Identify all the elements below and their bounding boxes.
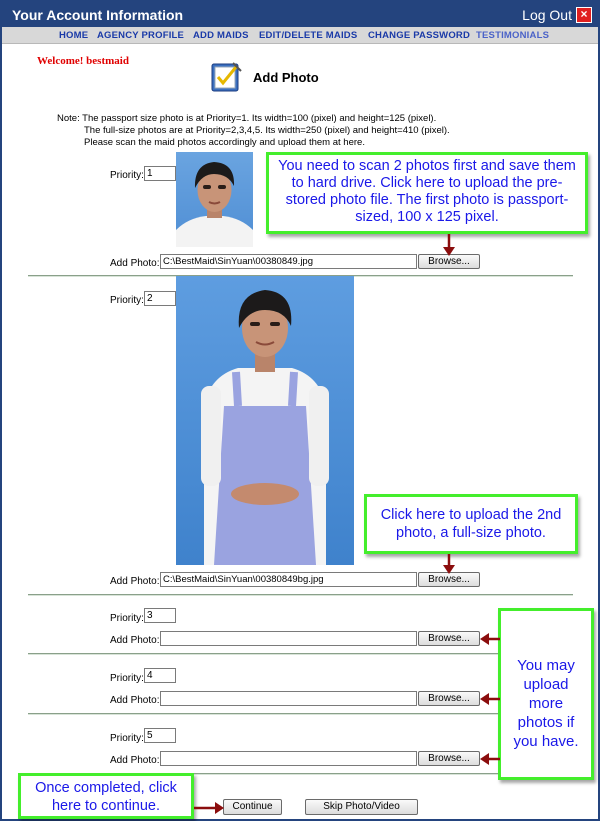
nav-bar — [2, 27, 598, 44]
arrow-left-icon — [480, 753, 500, 765]
add-photo-label: Add Photo: — [110, 576, 160, 587]
arrow-left-icon — [480, 633, 500, 645]
priority-label: Priority: — [110, 733, 144, 744]
close-icon[interactable]: × — [576, 7, 592, 23]
passport-photo — [176, 152, 253, 247]
welcome-text: Welcome! bestmaid — [37, 55, 129, 67]
arrow-down-icon — [442, 554, 456, 574]
note-line-1: Note: The passport size photo is at Priority=1. Its width=100 (pixel) and height=125 (pixel). — [57, 113, 437, 124]
arrow-left-icon — [480, 693, 500, 705]
add-photo-label: Add Photo: — [110, 755, 160, 766]
full-size-photo-image — [176, 276, 354, 565]
logout-label: Log Out — [522, 6, 572, 23]
row-divider — [28, 594, 573, 596]
priority-label: Priority: — [110, 170, 144, 181]
nav-add-maids[interactable]: ADD MAIDS — [193, 30, 249, 41]
browse-button-4[interactable]: Browse... — [418, 691, 480, 706]
nav-agency-profile[interactable]: AGENCY PROFILE — [97, 30, 185, 41]
page-title: Add Photo — [253, 70, 319, 85]
note-line-2: The full-size photos are at Priority=2,3,4,5. Its width=250 (pixel) and height=410 (pixel). — [84, 125, 450, 136]
add-photo-label: Add Photo: — [110, 695, 160, 706]
priority-input-1[interactable]: 1 — [144, 166, 176, 181]
instructions-note — [57, 113, 450, 149]
row-divider — [28, 713, 573, 715]
full-size-photo — [176, 276, 354, 565]
priority-input-4[interactable]: 4 — [144, 668, 176, 683]
browse-button-2[interactable]: Browse... — [418, 572, 480, 587]
browse-button-5[interactable]: Browse... — [418, 751, 480, 766]
priority-label: Priority: — [110, 613, 144, 624]
callout-second-photo: Click here to upload the 2nd photo, a full-size photo. — [364, 494, 578, 554]
priority-input-5[interactable]: 5 — [144, 728, 176, 743]
logout-button[interactable] — [522, 6, 592, 23]
priority-label: Priority: — [110, 295, 144, 306]
callout-scan-photos: You need to scan 2 photos first and save them to hard drive. Click here to upload the pre-stored photo file. The first photo is passport-sized, 100 x 125 pixel. — [266, 152, 588, 234]
file-input-1[interactable]: C:\BestMaid\SinYuan\00380849.jpg — [160, 254, 417, 269]
nav-home[interactable]: HOME — [59, 30, 89, 41]
priority-input-3[interactable]: 3 — [144, 608, 176, 623]
add-photo-icon — [211, 61, 243, 93]
nav-change-password[interactable]: CHANGE PASSWORD — [368, 30, 471, 41]
callout-continue: Once completed, click here to continue. — [18, 773, 194, 819]
passport-photo-image — [176, 152, 253, 247]
note-line-3: Please scan the maid photos accordingly and upload them at here. — [84, 137, 365, 148]
window-title: Your Account Information — [12, 7, 184, 23]
title-bar — [2, 2, 598, 27]
skip-photo-video-button[interactable]: Skip Photo/Video — [305, 799, 418, 815]
add-photo-label: Add Photo: — [110, 258, 160, 269]
arrow-right-icon — [194, 802, 224, 814]
continue-button[interactable]: Continue — [223, 799, 282, 815]
browse-button-3[interactable]: Browse... — [418, 631, 480, 646]
file-input-4[interactable] — [160, 691, 417, 706]
nav-testimonials[interactable]: TESTIMONIALS — [476, 30, 550, 41]
nav-edit-delete-maids[interactable]: EDIT/DELETE MAIDS — [259, 30, 358, 41]
callout-more-photos: You may upload more photos if you have. — [498, 608, 594, 780]
file-input-2[interactable]: C:\BestMaid\SinYuan\00380849bg.jpg — [160, 572, 417, 587]
row-divider — [28, 653, 573, 655]
priority-input-2[interactable]: 2 — [144, 291, 176, 306]
browse-button-1[interactable]: Browse... — [418, 254, 480, 269]
add-photo-label: Add Photo: — [110, 635, 160, 646]
priority-label: Priority: — [110, 673, 144, 684]
file-input-5[interactable] — [160, 751, 417, 766]
file-input-3[interactable] — [160, 631, 417, 646]
arrow-down-icon — [442, 234, 456, 256]
